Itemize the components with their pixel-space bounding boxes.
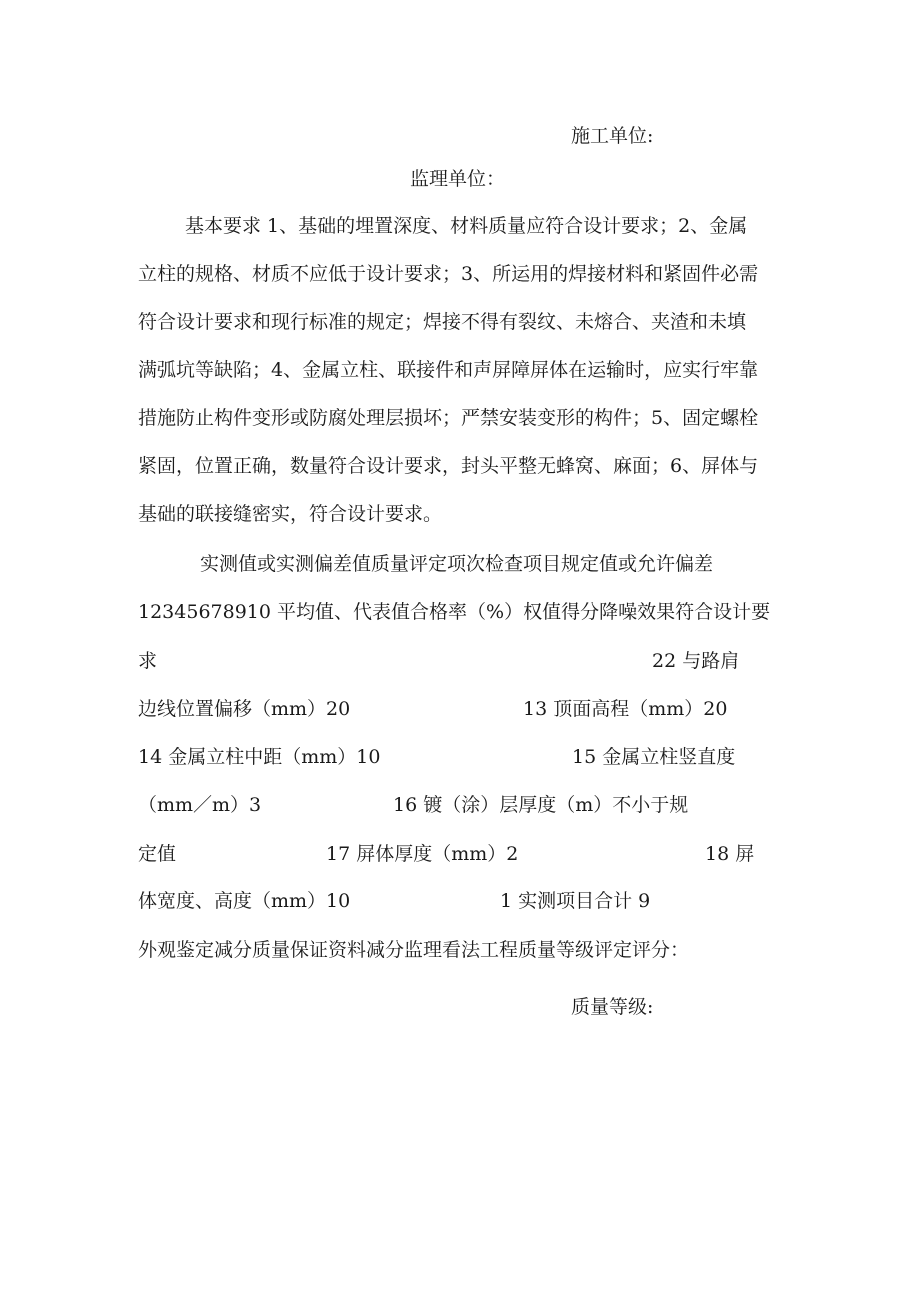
requirements-line: 符合设计要求和现行标准的规定；焊接不得有裂纹、未熔合、夹渣和未填 bbox=[138, 311, 747, 333]
construction-unit-label: 施工单位: bbox=[571, 125, 654, 147]
table-text: 体宽度、高度（mm）10 bbox=[138, 890, 351, 912]
evaluation-summary-line: 外观鉴定减分质量保证资料减分监理看法工程质量等级评定评分： bbox=[138, 939, 690, 961]
table-text: 16 镀（涂）层厚度（m）不小于规 bbox=[393, 794, 689, 816]
quality-grade-label: 质量等级: bbox=[571, 996, 654, 1018]
table-text: 17 屏体厚度（mm）2 bbox=[326, 843, 519, 865]
supervision-unit-label: 监理单位： bbox=[410, 168, 506, 190]
requirements-line: 基础的联接缝密实，符合设计要求。 bbox=[138, 503, 443, 525]
requirements-line: 措施防止构件变形或防腐处理层损坏；严禁安装变形的构件；5、固定螺栓 bbox=[138, 407, 759, 429]
table-text: 22 与路肩 bbox=[652, 650, 740, 672]
table-text: 13 顶面高程（mm）20 bbox=[523, 698, 728, 720]
table-text: 15 金属立柱竖直度 bbox=[572, 746, 736, 768]
requirements-line: 立柱的规格、材质不应低于设计要求；3、所运用的焊接材料和紧固件必需 bbox=[138, 263, 759, 285]
table-text: 求 bbox=[138, 650, 158, 672]
table-text: 18 屏 bbox=[705, 843, 755, 865]
table-header-line: 实测值或实测偏差值质量评定项次检查项目规定值或允许偏差 bbox=[200, 553, 714, 575]
table-text: （mm／m）3 bbox=[138, 794, 262, 816]
table-text: 1 实测项目合计 9 bbox=[500, 890, 651, 912]
table-text: 边线位置偏移（mm）20 bbox=[138, 698, 351, 720]
table-header-line: 12345678910 平均值、代表值合格率（%）权值得分降噪效果符合设计要 bbox=[138, 601, 771, 623]
table-text: 定值 bbox=[138, 843, 177, 865]
requirements-line: 满弧坑等缺陷；4、金属立柱、联接件和声屏障屏体在运输时，应实行牢靠 bbox=[138, 359, 759, 381]
table-text: 14 金属立柱中距（mm）10 bbox=[138, 746, 381, 768]
requirements-line: 紧固，位置正确，数量符合设计要求，封头平整无蜂窝、麻面；6、屏体与 bbox=[138, 455, 759, 477]
requirements-line: 基本要求 1、基础的埋置深度、材料质量应符合设计要求；2、金属 bbox=[185, 215, 748, 237]
